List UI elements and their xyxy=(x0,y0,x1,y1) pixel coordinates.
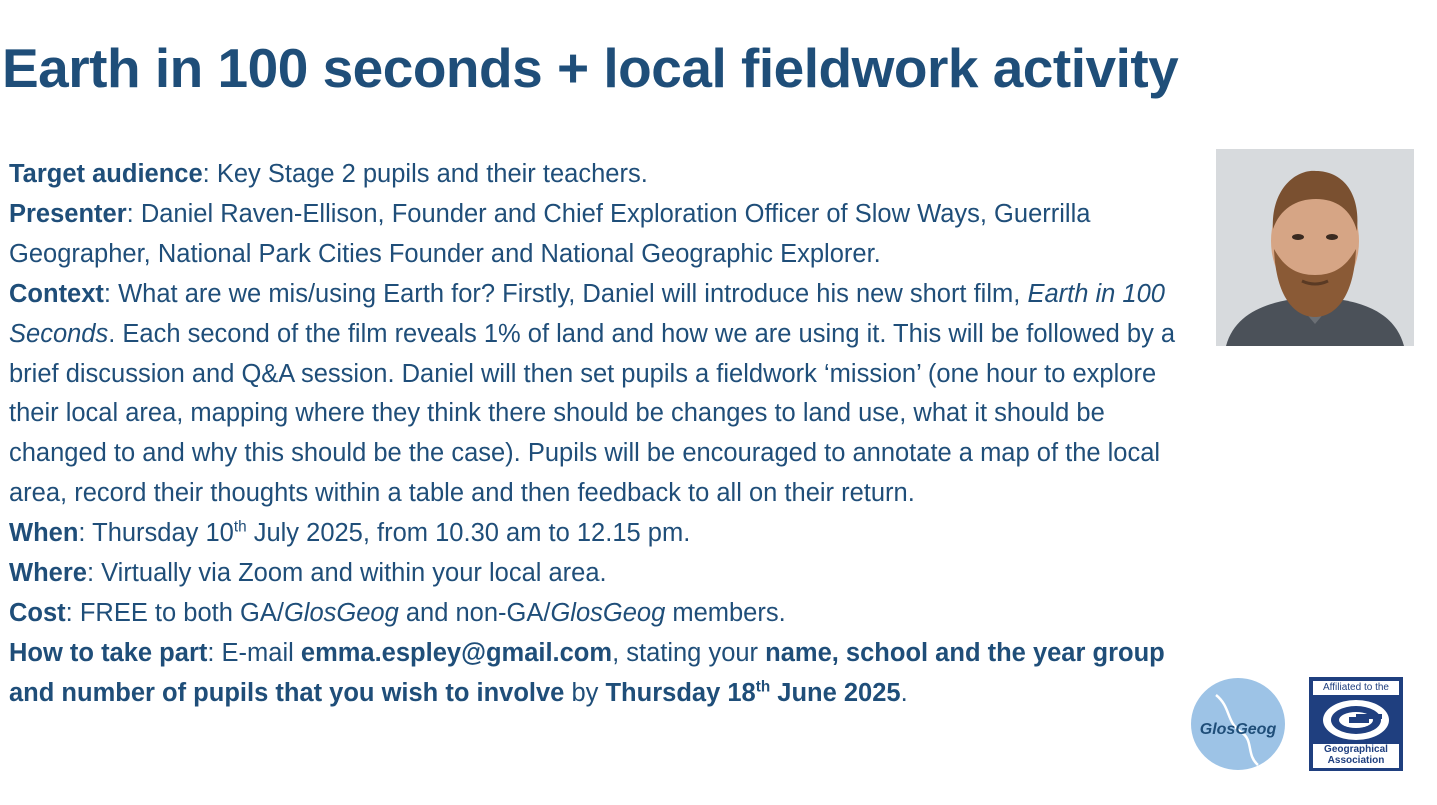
how-to-take-part-line xyxy=(9,634,1199,714)
presenter-text: : Daniel Raven-Ellison, Founder and Chief Exploration Officer of Slow Ways, Guerrilla Geographer, National Park Cities Founder and National Geographic Explorer. xyxy=(9,199,1091,268)
context-text-before: : What are we mis/using Earth for? Firstly, Daniel will introduce his new short film, xyxy=(103,279,1028,308)
deadline-sup: th xyxy=(755,678,771,696)
film-title: Earth in 100 Seconds xyxy=(9,279,1165,348)
how-text-2: , stating your xyxy=(612,638,766,667)
cost-org-2: GlosGeog xyxy=(550,598,666,627)
where-line xyxy=(9,554,1199,594)
cost-org-1: GlosGeog xyxy=(283,598,399,627)
how-text-3: by xyxy=(564,678,606,707)
geographical-association-logo xyxy=(1309,677,1403,771)
ga-name-line-2: Association xyxy=(1327,755,1385,766)
glosgeog-wordmark: GlosGeog xyxy=(1199,721,1277,738)
page-title: Earth in 100 seconds + local fieldwork activity xyxy=(2,37,1179,99)
when-sup: th xyxy=(233,518,247,536)
when-line xyxy=(9,514,1199,554)
target-audience-line xyxy=(9,155,1199,195)
context-line xyxy=(9,275,1199,514)
ga-name-text xyxy=(1313,744,1399,768)
how-text-1: : E-mail xyxy=(207,638,301,667)
cost-text-1: : FREE to both GA/ xyxy=(65,598,284,627)
ga-name-line-1: Geographical xyxy=(1324,744,1388,755)
glosgeog-bubble-icon xyxy=(1186,677,1286,772)
context-label: Context xyxy=(9,279,104,308)
ga-affiliated-text: Affiliated to the xyxy=(1313,681,1399,695)
email-link[interactable]: emma.espley@gmail.com xyxy=(300,638,613,667)
deadline-after: June 2025 xyxy=(770,678,901,707)
deadline xyxy=(605,679,900,707)
context-text-after: . Each second of the film reveals 1% of land and how we are using it. This will be followed by a brief discussion and Q&A session. Daniel will then set pupils a fieldwork ‘mission’ (one hour to explore their local area, mapping where they think there should be changes to land use, what it should be changed to and why this should be the case). Pupils will be encouraged to annotate a map of the local area, record their thoughts within a table and then feedback to all on their return. xyxy=(9,319,1176,508)
cost-line xyxy=(9,594,1199,634)
ga-emblem-icon xyxy=(1321,698,1391,742)
target-audience-label: Target audience xyxy=(9,160,203,188)
when-text-before: : Thursday 10 xyxy=(78,519,234,548)
how-label: How to take part xyxy=(9,638,208,667)
glosgeog-logo xyxy=(1186,677,1286,772)
how-details: name, school and the year group and number of pupils that you wish to involve xyxy=(9,638,1165,707)
how-text-4: . xyxy=(900,678,908,707)
cost-label: Cost xyxy=(9,598,66,627)
presenter-photo xyxy=(1216,149,1414,346)
presenter-portrait-image xyxy=(1216,149,1414,346)
presenter-label: Presenter xyxy=(9,199,127,228)
when-label: When xyxy=(9,519,79,548)
where-label: Where xyxy=(9,559,87,588)
presenter-line xyxy=(9,195,1199,275)
target-audience-text: : Key Stage 2 pupils and their teachers. xyxy=(202,160,648,188)
deadline-before: Thursday 18 xyxy=(605,678,756,707)
event-details xyxy=(9,155,1199,714)
where-text: : Virtually via Zoom and within your local area. xyxy=(86,559,607,588)
cost-text-3: members. xyxy=(665,598,786,627)
cost-text-2: and non-GA/ xyxy=(398,598,551,627)
when-text-after: July 2025, from 10.30 am to 12.15 pm. xyxy=(246,519,691,548)
